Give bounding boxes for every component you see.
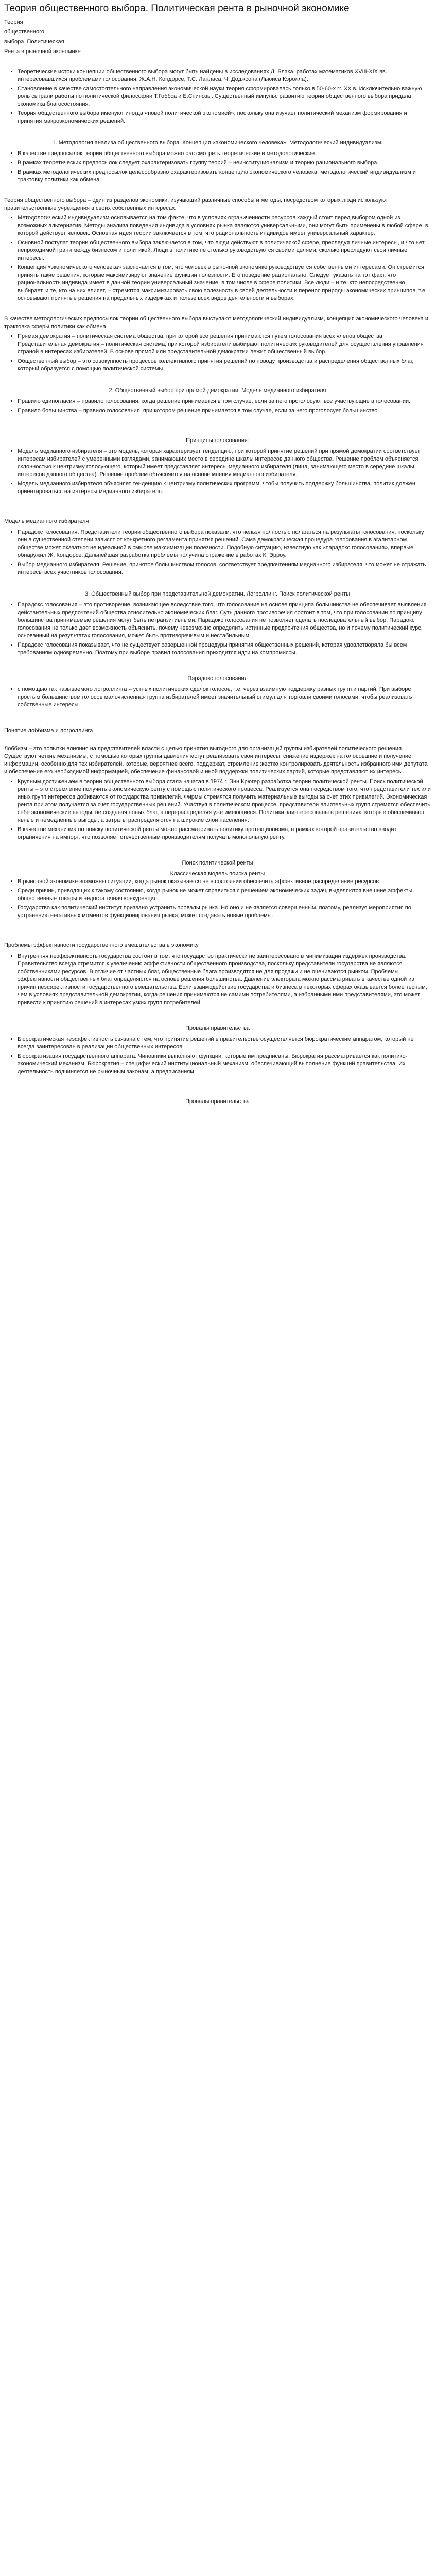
bullet-list [4, 686, 431, 709]
bullet-list [4, 68, 431, 125]
list-item: • В рамках методологических предпосылок целесообразно охарактеризовать концепцию экономического человека, методологический индивидуализм и трактовку политики как обмена. [18, 168, 431, 184]
list-item: • Модель медианного избирателя объясняет тенденцию к центризму политических программ: чтобы получить поддержку большинства, политик должен ориентироваться на интересы медианного избирателя. [18, 480, 431, 496]
list-item: • Выбор медианного избирателя. Решение, принятое большинством голосов, соответствует предпочтениям медианного избирателя, что может не отражать интересы всех участников голосования. [18, 561, 431, 577]
bullet-list [4, 1036, 431, 1076]
list-item: • Парадокс голосования – это противоречие, возникающее вследствие того, что голосование на основе принципа большинства не обеспечивает выявления действительных предпочтений общества относительно экономических благ. Суть данного противоречия состоит в том, что при голосовании по принципу большинства принимаемые решения могут быть нетранзитивными. Парадокс голосования не позволяет сделать последовательный выбор. Парадокс голосования не только дает возможность объяснить, почему невозможно определить истинные предпочтения общества, но и почему политический курс, основанный на результатах голосования, может быть противоречивым и нестабильным. [18, 601, 431, 640]
document-page [0, 0, 436, 1106]
list-item: • Парадокс голосования. Представители теории общественного выбора показали, что нельзя полностью полагаться на результаты голосования, поскольку они в существенной степени зависят от конкретного регламента принятия решений. Сама демократическая процедура голосования в эгалитарном обществе может оказаться не идеальной в смысле максимизации полезности. Подобную ситуацию, известную как «парадокс голосования», впервые обнаружил Ж. Кондорсе. Дальнейшая разработка проблемы получила отражение в работах К. Эрроу. [18, 529, 431, 560]
list-item: • В рыночной экономике возможны ситуации, когда рынок оказывается не в состоянии обеспечить эффективное распределение ресурсов. [18, 878, 431, 886]
bullet-list [4, 953, 431, 1007]
section-heading: Модель медианного избирателя [4, 518, 89, 524]
section-heading: Провалы правительства [185, 1025, 250, 1031]
bullet-list [4, 333, 431, 373]
bullet-list [4, 878, 431, 920]
list-item: • Концепция «экономического человека» заключается в том, что человек в рыночной экономике руководствуется собственными интересами. Он стремится принять такие решения, которые максимизируют значение функции полезности. Его поведение рационально. Следует указать на тот факт, что рациональность индивида имеет в данной теории универсальный значение, в том числе в сфере политики. Все люди – и те, кто непосредственно выбирает, и те, кто на них влияет, – стремятся максимизировать свою полезность в своей деятельности и перенос природы экономических принципов, т.е. основывают принятые решения на предельных издержках и пользе всех видов деятельности и выборах. [18, 264, 431, 302]
list-item: • Парадокс голосования показывает, что не существует совершенной процедуры принятия общественных решений, которая удовлетворяла бы всем требованиям одновременно. Поэтому при выборе правил голосования приходится идти на компромиссы. [18, 641, 431, 657]
list-item: • Бюрократизация государственного аппарата. Чиновники выполняют функции, которые им предписаны. Бюрократия рассматривается как политико-экономический механизм. Бюрократия – специфический институциональный механизм, обеспечивающий выполнение функций правительства. Их деятельность подчиняется не рыночным законам, а предписаниям. [18, 1053, 431, 1076]
list-item: • В качестве предпосылок теории общественного выбора можно рас смотреть теоретические и методологические. [18, 150, 431, 158]
bullet-list [4, 214, 431, 302]
section-heading: Поиск политической ренты [182, 860, 253, 866]
section-heading: Провалы правительства [185, 1098, 250, 1105]
paragraph: Теория общественного выбора – один из разделов экономики, изучающий различные способы и методы, посредством которых люди используют правительственные учреждения в своих собственных интересах. [4, 197, 388, 211]
list-item: • Становление в качестве самостоятельного направления экономической науки теория сформировалась только в 50-60-х гг. XX в. Исключительно важную роль сыграли работы по политической философии Т.Гоббса и Б.Спинозы. Существенный импульс развитию теории общественного выбора придала экономика благосостояния. [18, 85, 431, 108]
list-item: • В качестве механизма по поиску политической ренты можно рассматривать политику протекционизма, в рамках которой правительство вводит ограничения на импорт, что позволяет отечественным производителям получать монопольную ренту. [18, 826, 431, 841]
list-item: • Прямая демократия – политическая система общества, при которой все решения принимаются путем голосования всех членов общества. Представительная демократия – политическая система, при которой избиратели выбирают политических руководителей для осуществления управления страной в интересах избирателей. В основе прямой или представительной демократии лежит общественный выбор. [18, 333, 431, 356]
list-item: • Правило большинства – правило голосования, при котором решение принимается в том случае, если за него проголосует большинство. [18, 407, 431, 415]
meta-line: выбора. Политическая [4, 39, 64, 45]
list-item: • Государство как политический институт призвано устранить провалы рынка. Но оно и не является совершенным, поэтому, реализуя мероприятия по устранению негативных моментов функционирования рынка, может создавать новые проблемы. [18, 904, 431, 920]
list-item: • Теория общественного выбора именуют иногда «новой политической экономией», поскольку она изучает политический механизм формирования и принятия макроэкономических решений. [18, 110, 431, 125]
list-item: • Общественный выбор – это совокупность процессов коллективного принятия решений по поводу производства и распределения общественных благ, который образуется с помощью политической системы. [18, 358, 431, 373]
list-item: • Методологический индивидуализм основывается на том факте, что в условиях ограниченности ресурсов каждый стоит перед выбором одной из возможных альтернатив. Методы анализа поведения индивида в условиях рынка являются универсальными, они могут быть применены в любой сфере, в которой действует человек. Основная идея теории заключается в том, что рациональность индивидов имеет универсальный характер. [18, 214, 431, 238]
list-item: • Среди причин, приводящих к такому состоянию, когда рынок не может справиться с решением экономических задач, выделяются внешние эффекты, общественные товары и недостаточная конкуренция. [18, 887, 431, 903]
paragraph: В качестве методологических предпосылок теории общественного выбора выступают методологический индивидуализм, концепция экономического человека и трактовка сферы политики как обмена. [4, 316, 429, 330]
list-item: • Теоретические истоки концепции общественного выбора могут быть найдены в исследованиях Д. Блэка, работах математиков XVIII-XIX вв., интересовавшихся проблемами голосования: Ж.А.Н. Кондорсе, Т.С. Лапласа, Ч. Доджсона (Льюиса Кэролла). [18, 68, 431, 83]
list-item: • Основной постулат теории общественного выбора заключается в том, что люди действуют в политической сфере, преследуя личные интересы, и что нет непроходимой грани между бизнесом и политикой. Люди в политике не столько руководствуются своими целями, сколько преследуют свои личные интересы. [18, 239, 431, 262]
list-item: • Внутренняя неэффективность государства состоит в том, что государство практически не заинтересовано в минимизации издержек производства. Правительство всегда стремится к увеличению эффективности общественного производства, поскольку представители государства не являются собственниками ресурсов. В отличие от частных благ, общественные блага производятся не для продажи и не оцениваются рынком. Проблемы эффективности общественных благ определяются на основе решения большинства. Давление электората можно рассматривать в качестве одной из причин неэффективности государственного вмешательства. Если взаимодействие государства и бизнеса в некоторых сферах оказывается более тесным, чем в условиях представительной демократии, когда решения принимаются не самими потребителями, а избранными ими представителями, это может привести к принятию решений в интересах узких групп потребителей. [18, 953, 431, 1007]
meta-block [4, 18, 431, 57]
list-item: • с помощью так называемого логроллинга – устных политических сделок голосов, т.е. через взаимную поддержку разных групп и партий. При выборе простым большинством голосов малочисленная группа избирателей имеет значительный стимул для торговли своими голосами, чтобы реализовать собственные интересы. [18, 686, 431, 709]
section-heading: 1. Методология анализа общественного выбора. Концепция «экономического человека». Методологический индивидуализм. [52, 140, 383, 146]
bullet-list [4, 778, 431, 841]
list-item: • Бюрократическая неэффективность связана с тем, что принятие решений в правительстве осуществляется бюрократическим аппаратом, который не всегда заинтересован в реализации общественных интересов. [18, 1036, 431, 1051]
list-item: • Модель медианного избирателя – это модель, которая характеризует тенденцию, при которой принятие решений при прямой демократии соответствует интересам избирателей с умеренными взглядами, занимающих место в середине шкалы интересов данного общества. Решение проблем объясняется склонностью к центризму голосующего, который имеет представляет интересы медианного избирателя (лица, занимающего место в середине шкалы интересов данного общества). Решение проблем объясняется на основе мнения медианного избирателя. [18, 448, 431, 479]
section-heading: 3. Общественный выбор при представительной демократии. Логроллинг. Поиск политической ренты [84, 591, 351, 597]
list-item: • Крупным достижением в теории общественного выбора стала начатая в 1974 г. Энн Крюгер разработка теории политической ренты. Поиск политической ренты – это стремление получить экономическую ренту с помощью политического процесса. Реализуется она посредством того, что представители тех или иных групп интересов добиваются от государства привилегий. Фирмы стремятся получить материальные выгоды за счет этих привилегий. Экономическая рента при этом получается за счет государственных решений. Участвуя в политическом процессе, представители влиятельных групп стремятся обеспечить себе экономические выгоды, не создавая новых благ, а перераспределяя уже имеющиеся. Политики заинтересованы в решениях, которые обеспечивают явные и немедленные выгоды, а затраты распределяются на широкие слои населения. [18, 778, 431, 824]
bullet-list [4, 448, 431, 496]
section-heading: Проблемы эффективности государственного вмешательства в экономику [4, 942, 199, 948]
page-title: Теория общественного выбора. Политическая рента в рыночной экономике [4, 3, 350, 14]
paragraph: Лоббизм – это попытки влияния на представителей власти с целью принятия выгодного для организаций группы избирателей политического решения. Существуют четкие механизмы, с помощью которых группы давления могут реализовать свои интересы: снижение издержек на голосование и получение информации, особенно для тех избирателей, которые, вероятнее всего, поддержат, стремление жестко контролировать деятельность избранного ими депутата и обеспечение его необходимой информацией, обеспечение финансовой и иной поддержки политических партий, которые представляют их интересы. [4, 745, 428, 775]
section-heading: Понятие лоббизма и логроллинга [4, 727, 93, 734]
bullet-list [4, 398, 431, 415]
bullet-list [4, 601, 431, 657]
list-item: • Правило единогласия – правило голосования, когда решение принимается в том случае, если за него проголосуют все участвующие в голосовании. [18, 398, 431, 405]
section-heading: 2. Общественный выбор при прямой демократии. Модель медианного избирателя [109, 387, 326, 394]
bullet-list [4, 529, 431, 577]
meta-line: Теория [4, 19, 23, 25]
list-item: • В рамках теоретических предпосылок следует охарактеризовать группу теорий – неинституционализм и теорию рационального выбора. [18, 159, 431, 167]
meta-line: Рента в рыночной экономике [4, 48, 81, 55]
meta-line: общественного [4, 29, 44, 35]
section-subheading: Классическая модель поиска ренты [170, 871, 265, 877]
section-heading: Принципы голосования: [186, 437, 249, 444]
bullet-list [4, 150, 431, 184]
section-heading: Парадокс голосования [187, 675, 248, 682]
